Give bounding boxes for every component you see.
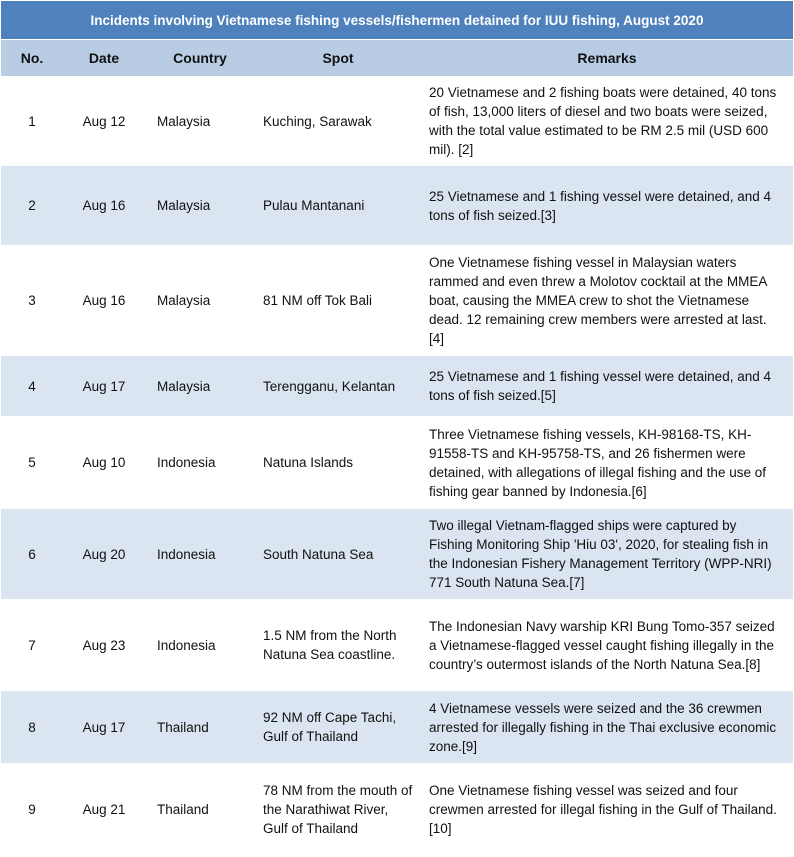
cell-country: Indonesia: [145, 600, 255, 691]
table-row: [1, 246, 793, 356]
cell-remarks: Three Vietnamese fishing vessels, KH-98168-TS, KH-91558-TS and KH-95758-TS, and 26 fishermen were detained, with allegations of illegal fishing and the use of fishing gear banned by Indonesia.[6]: [421, 417, 793, 509]
table-row: [1, 356, 793, 417]
cell-country: Thailand: [145, 764, 255, 855]
column-header-spot: Spot: [255, 40, 421, 77]
table-title: Incidents involving Vietnamese fishing vessels/fishermen detained for IUU fishing, August 2020: [1, 1, 793, 40]
cell-remarks: 25 Vietnamese and 1 fishing vessel were detained, and 4 tons of fish seized.[5]: [421, 356, 793, 417]
cell-no: 7: [1, 600, 63, 691]
cell-no: 6: [1, 509, 63, 600]
cell-remarks: The Indonesian Navy warship KRI Bung Tomo-357 seized a Vietnamese-flagged vessel caught fishing illegally in the country’s outermost islands of the North Natuna Sea.[8]: [421, 600, 793, 691]
cell-spot: Kuching, Sarawak: [255, 77, 421, 166]
cell-date: Aug 23: [63, 600, 145, 691]
table-row: [1, 764, 793, 855]
cell-country: Thailand: [145, 691, 255, 764]
cell-date: Aug 21: [63, 764, 145, 855]
cell-spot: Terengganu, Kelantan: [255, 356, 421, 417]
cell-no: 4: [1, 356, 63, 417]
cell-no: 8: [1, 691, 63, 764]
cell-country: Malaysia: [145, 356, 255, 417]
cell-no: 5: [1, 417, 63, 509]
cell-date: Aug 16: [63, 166, 145, 246]
column-header-date: Date: [63, 40, 145, 77]
cell-no: 9: [1, 764, 63, 855]
table-row: [1, 77, 793, 166]
incidents-table-container: [1, 1, 793, 855]
cell-remarks: Two illegal Vietnam-flagged ships were captured by Fishing Monitoring Ship 'Hiu 03', 2020, for stealing fish in the Indonesian Fishery Management Territory (WPP-NRI) 771 South Natuna Sea.[7]: [421, 509, 793, 600]
table-row: [1, 509, 793, 600]
cell-country: Malaysia: [145, 77, 255, 166]
table-row: [1, 600, 793, 691]
cell-date: Aug 12: [63, 77, 145, 166]
cell-date: Aug 16: [63, 246, 145, 356]
cell-no: 2: [1, 166, 63, 246]
cell-date: Aug 17: [63, 356, 145, 417]
cell-no: 3: [1, 246, 63, 356]
cell-country: Malaysia: [145, 166, 255, 246]
cell-spot: Pulau Mantanani: [255, 166, 421, 246]
cell-remarks: 4 Vietnamese vessels were seized and the 36 crewmen arrested for illegally fishing in the Thai exclusive economic zone.[9]: [421, 691, 793, 764]
cell-date: Aug 20: [63, 509, 145, 600]
cell-remarks: One Vietnamese fishing vessel was seized and four crewmen arrested for illegal fishing in the Gulf of Thailand.[10]: [421, 764, 793, 855]
cell-date: Aug 17: [63, 691, 145, 764]
cell-remarks: One Vietnamese fishing vessel in Malaysian waters rammed and even threw a Molotov cocktail at the MMEA boat, causing the MMEA crew to shot the Vietnamese dead. 12 remaining crew members were arrested at last. [4]: [421, 246, 793, 356]
table-row: [1, 166, 793, 246]
cell-spot: 1.5 NM from the North Natuna Sea coastline.: [255, 600, 421, 691]
cell-remarks: 20 Vietnamese and 2 fishing boats were detained, 40 tons of fish, 13,000 liters of diesel and two boats were seized, with the total value estimated to be RM 2.5 mil (USD 600 mil). [2]: [421, 77, 793, 166]
column-header-no: No.: [1, 40, 63, 77]
cell-spot: South Natuna Sea: [255, 509, 421, 600]
cell-remarks: 25 Vietnamese and 1 fishing vessel were detained, and 4 tons of fish seized.[3]: [421, 166, 793, 246]
cell-spot: 78 NM from the mouth of the Narathiwat River, Gulf of Thailand: [255, 764, 421, 855]
incidents-table: [1, 40, 793, 855]
cell-date: Aug 10: [63, 417, 145, 509]
table-row: [1, 417, 793, 509]
cell-country: Indonesia: [145, 509, 255, 600]
cell-spot: Natuna Islands: [255, 417, 421, 509]
cell-country: Malaysia: [145, 246, 255, 356]
cell-spot: 81 NM off Tok Bali: [255, 246, 421, 356]
column-header-remarks: Remarks: [421, 40, 793, 77]
cell-no: 1: [1, 77, 63, 166]
cell-spot: 92 NM off Cape Tachi, Gulf of Thailand: [255, 691, 421, 764]
cell-country: Indonesia: [145, 417, 255, 509]
header-row: [1, 40, 793, 77]
column-header-country: Country: [145, 40, 255, 77]
table-row: [1, 691, 793, 764]
